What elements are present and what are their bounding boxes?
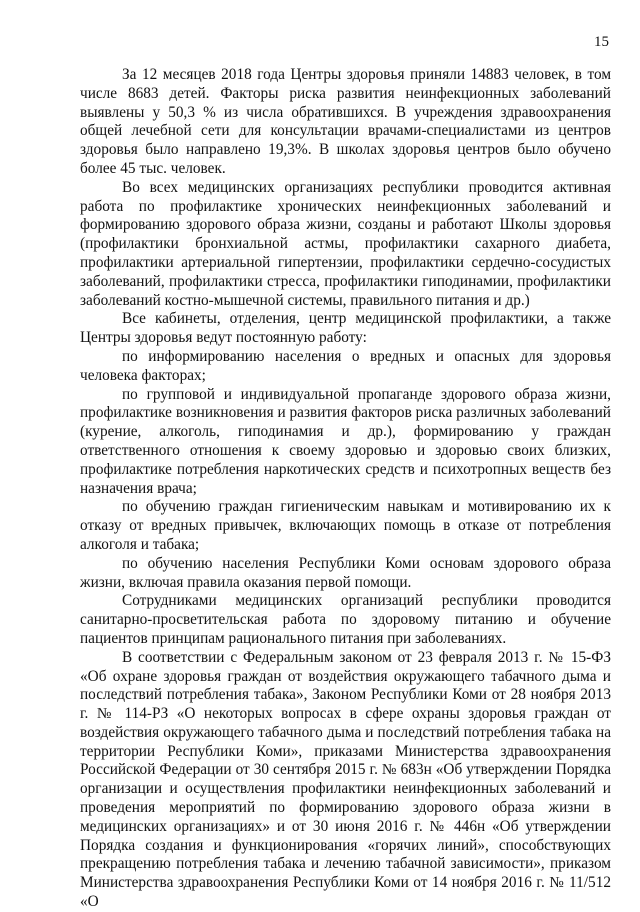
paragraph: В соответствии с Федеральным законом от 23 февраля 2013 г. № 15-ФЗ «Об охране здоровья граждан от воздействия окружающего табачного дыма и последствий потребления табака», Законом Республики Коми от 28 ноября 2013 г. № 114-РЗ «О некоторых вопросах в сфере охраны здоровья граждан от воздействия окружающего табачного дыма и последствий потребления табака на территории Республики Коми», приказами Министерства здравоохранения Российской Федерации от 30 сентября 2015 г. № 683н «Об утверждении Порядка организации и осуществления профилактики неинфекционных заболеваний и проведения мероприятий по формированию здорового образа жизни в медицинских организациях» и от 30 июня 2016 г. № 446н «Об утверждении Порядка создания и функционирования «горячих линий», способствующих прекращению потребления табака и лечению табачной зависимости», приказом Министерства здравоохранения Республики Коми от 14 ноября 2016 г. № 11/512 «О [80, 648, 611, 911]
paragraph: Все кабинеты, отделения, центр медицинской профилактики, а также Центры здоровья ведут постоянную работу: [80, 310, 611, 347]
paragraph: Во всех медицинских организациях республики проводится активная работа по профилактике хронических неинфекционных заболеваний и формированию здорового образа жизни, созданы и работают Школы здоровья (профилактики бронхиальной астмы, профилактики сахарного диабета, профилактики артериальной гипертензии, профилактики сердечно-сосудистых заболеваний, профилактики стресса, профилактики гиподинамии, профилактики заболеваний костно-мышечной системы, правильного питания и др.) [80, 178, 611, 309]
list-paragraph: по обучению населения Республики Коми основам здорового образа жизни, включая правила оказания первой помощи. [80, 554, 611, 591]
list-paragraph: по информированию населения о вредных и опасных для здоровья человека факторах; [80, 347, 611, 384]
page-number: 15 [594, 34, 609, 50]
list-paragraph: по обучению граждан гигиеническим навыкам и мотивированию их к отказу от вредных привычек, включающих помощь в отказе от потребления алкоголя и табака; [80, 498, 611, 553]
list-paragraph: по групповой и индивидуальной пропаганде здорового образа жизни, профилактике возникновения и развития факторов риска различных заболеваний (курение, алкоголь, гиподинамия и др.), формированию у граждан ответственного отношения к своему здоровью и здоровью своих близких, профилактике потребления наркотических средств и психотропных веществ без назначения врача; [80, 385, 611, 497]
document-body [80, 66, 611, 912]
paragraph: Сотрудниками медицинских организаций республики проводится санитарно-просветительская работа по здоровому питанию и обучение пациентов принципам рационального питания при заболеваниях. [80, 592, 611, 647]
paragraph: За 12 месяцев 2018 года Центры здоровья приняли 14883 человек, в том числе 8683 детей. Факторы риска развития неинфекционных заболеваний выявлены у 50,3 % из числа обратившихся. В учреждения здравоохранения общей лечебной сети для консультации врачами-специалистами из центров здоровья было направлено 19,3%. В школах здоровья центров было обучено более 45 тыс. человек. [80, 66, 611, 177]
